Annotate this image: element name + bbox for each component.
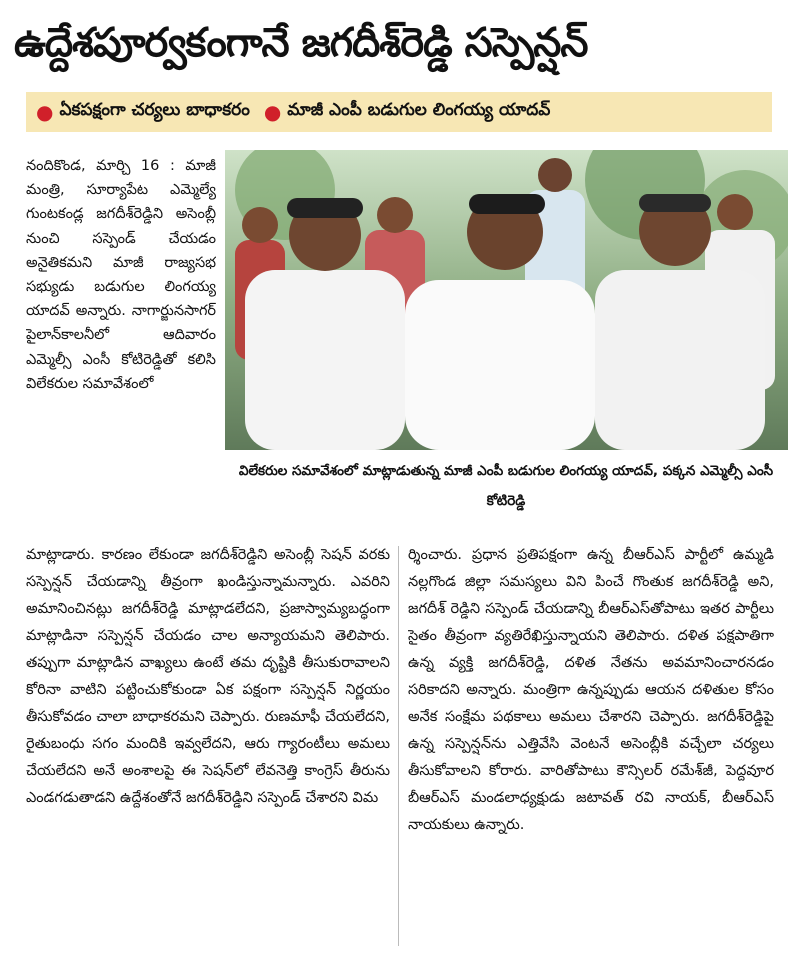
article-paragraph-3: ర్శించారు. ప్రధాన ప్రతిపక్షంగా ఉన్న బీఆర్ఎస్ పార్టీలో ఉమ్మడి నల్లగొండ జిల్లా సమస్యలు విని పించే గొంతుక జగదీశ్‌రెడ్డి అని, జగదీశ్ రెడ్డిని సస్పెండ్ చేయడాన్ని బీఆర్ఎస్‌తోపాటు ఇతర పార్టీలు సైతం తీవ్రంగా వ్యతిరేఖిస్తున్నాయని తెలిపారు. దళిత పక్షపాతిగా ఉన్న వ్యక్తి జగదీశ్‌రెడ్డి, దళిత నేతను అవమానించారనడం సరికాదని అన్నారు. మంత్రిగా ఉన్నప్పుడు ఆయన దళితుల కోసం అనేక సంక్షేమ పథకాలు అమలు చేశారని చెప్పారు. జగదీశ్‌రెడ్డిపై ఉన్న సస్పెన్షన్‌ను ఎత్తివేసి వెంటనే అసెంబ్లీకి వచ్చేలా చర్యలు తీసుకోవాలని కోరారు. వారితోపాటు కౌన్సిలర్ రమేశ్‌జీ, పెద్దవూర బీఆర్ఎస్ మండలాధ్యక్షుడు జటావత్ రవి నాయక్, బీఆర్ఎస్ నాయకులు ఉన్నారు. — [408, 547, 774, 833]
article-paragraph-2: మాట్లాడారు. కారణం లేకుండా జగదీశ్‌రెడ్డిని అసెంబ్లీ సెషన్ వరకు సస్పెన్షన్ చేయడాన్ని తీవ్రంగా ఖండిస్తున్నామన్నారు. ఎవరిని అమానించినట్లు జగదీశ్‌రెడ్డి మాట్లాడలేదని, ప్రజాస్వామ్యబద్ధంగా మాట్లాడినా సస్పెన్షన్ చేయడం చాల అన్యాయమని తెలిపారు. తప్పుగా మాట్లాడిన వాఖ్యలు ఉంటే తమ దృష్టికి తీసుకురావాలని కోరినా వాటిని పట్టించుకోకుండా ఏక పక్షంగా సస్పెన్షన్ నిర్ణయం తీసుకోవడం చాలా బాధాకరమని చెప్పారు. రుణమాఫీ చేయలేదని, రైతుబంధు సగం మందికి ఇవ్వలేదని, ఆరు గ్యారంటీలు అమలు చేయలేదని అనే అంశాలపై ఈ సెషన్‌లో లేవనెత్తి కాంగ్రెస్ తీరును ఎండగడుతాడని ఉద్దేశంతోనే జగదీశ్‌రెడ్డిని సస్పెండ్ చేశారని విమ — [26, 547, 390, 806]
news-photo — [225, 150, 788, 450]
subheading-bar — [26, 92, 772, 132]
photo-caption: విలేకరుల సమావేశంలో మాట్లాడుతున్న మాజీ ఎంపీ బడుగుల లింగయ్య యాదవ్, పక్కన ఎమ్మెల్సీ ఎంసీ కోటిరెడ్డి — [238, 463, 774, 509]
article-column-left — [26, 542, 390, 950]
subheading-item-2 — [264, 100, 551, 124]
subheading-item-1 — [36, 100, 250, 124]
bullet-icon: ● — [263, 100, 282, 124]
article-paragraph-1: నందికొండ, మార్చి 16 : మాజీ మంత్రి, సూర్యాపేట ఎమ్మెల్యే గుంటకండ్ల జగదీశ్‌రెడ్డిని అసెంబ్లీ నుంచి సస్పెండ్ చేయడం అనైతికమని మాజీ రాజ్యసభ సభ్యుడు బడుగుల లింగయ్య యాదవ్ అన్నారు. నాగార్జునసాగర్ పైలాన్‌కాలనీలో ఆదివారం ఎమ్మెల్సీ ఎంసీ కోటిరెడ్డితో కలిసి విలేకరుల సమావేశంలో — [26, 158, 216, 392]
column-divider — [398, 546, 399, 946]
subheading-text-1: ఏకపక్షంగా చర్యలు బాధాకరం — [59, 100, 250, 120]
article-column-right — [408, 542, 774, 950]
headline: ఉద్దేశపూర్వకంగానే జగదీశ్‌రెడ్డి సస్పెన్షన్ — [14, 20, 588, 66]
subheading-text-2: మాజీ ఎంపీ బడుగుల లింగయ్య యాదవ్ — [287, 100, 551, 120]
article-column-top — [26, 154, 216, 542]
bullet-icon: ● — [36, 100, 54, 124]
